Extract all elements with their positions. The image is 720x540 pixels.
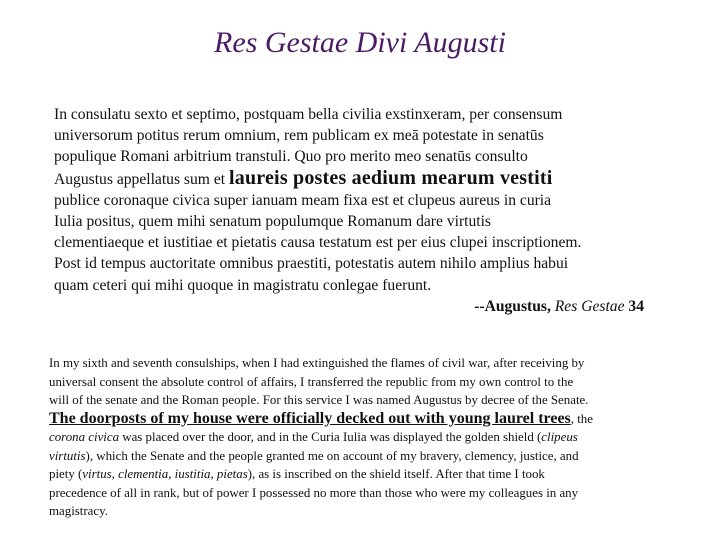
latin-line-4-prefix: Augustus appellatus sum et [54,170,229,188]
english-line-3: will of the senate and the Roman people. For this service I was named Augustus by decree of the Senate. [49,393,589,407]
english-line-5-text: was placed over the door, and in the Curia Iulia was displayed the golden shield ( [119,430,542,444]
attribution [54,296,654,317]
english-line-4 [49,410,689,429]
english-highlight: The doorposts of my house were officially decked out with young laurel trees [49,409,571,427]
attribution-work: Res Gestae [554,297,625,315]
latin-highlight: laureis postes aedium mearum vestiti [228,166,553,189]
latin-line-2: universorum potitus rerum omnium, rem publicam ex meā potestate in senatūs [54,127,544,145]
corona-civica-term: corona civica [49,430,120,444]
latin-line-9: quam ceteri qui mihi quoque in magistratu conlegae fuerunt. [54,276,432,294]
english-line-1: In my sixth and seventh consulships, when I had extinguished the flames of civil war, after receiving by [49,356,585,370]
english-line-5 [49,428,689,447]
english-line-2: universal consent the absolute control of affairs, I transferred the republic from my own control to the [49,374,574,389]
page-title: Res Gestae Divi Augusti [214,26,506,59]
latin-line-1: In consulatu sexto et septimo, postquam bella civilia exstinxeram, per consensum [54,106,563,123]
latin-line-3: populique Romani arbitrium transtuli. Quo pro merito meo senatūs consulto [54,148,528,166]
english-line-7 [49,465,689,484]
attribution-prefix: --Augustus, [474,297,555,315]
attribution-number: 34 [624,297,644,315]
english-translation [49,354,689,521]
latin-line-7: clementiaeque et iustitiae et pietatis causa testatum est per eius clupei inscriptionem. [54,234,582,252]
virtues-term: virtus, clementia, iustitia, pietas [82,467,248,481]
english-line-7-start: piety ( [49,467,83,481]
english-line-8: precedence of all in rank, but of power I possessed no more than those who were my colleagues in any [49,485,579,500]
english-line-6 [49,447,689,466]
english-line-6-text: ), which the Senate and the people granted me on account of my bravery, clemency, justice, and [85,448,579,463]
virtutis-term: virtutis [49,448,86,463]
latin-line-8: Post id tempus auctoritate omnibus praestiti, potestatis autem nihilo amplius habui [54,255,569,273]
latin-line-4 [54,168,654,190]
english-line-7-text: ), as is inscribed on the shield itself. After that time I took [247,467,545,481]
english-line-9: magistracy. [49,504,108,518]
clipeus-term: clipeus [541,430,578,444]
latin-passage [54,104,654,317]
latin-line-5: publice coronaque civica super ianuam meam fixa est et clupeus aureus in curia [54,191,552,209]
latin-line-6: Iulia positus, quem mihi senatum populumque Romanum dare virtutis [54,213,492,231]
english-line-4-suffix: , the [570,411,593,426]
